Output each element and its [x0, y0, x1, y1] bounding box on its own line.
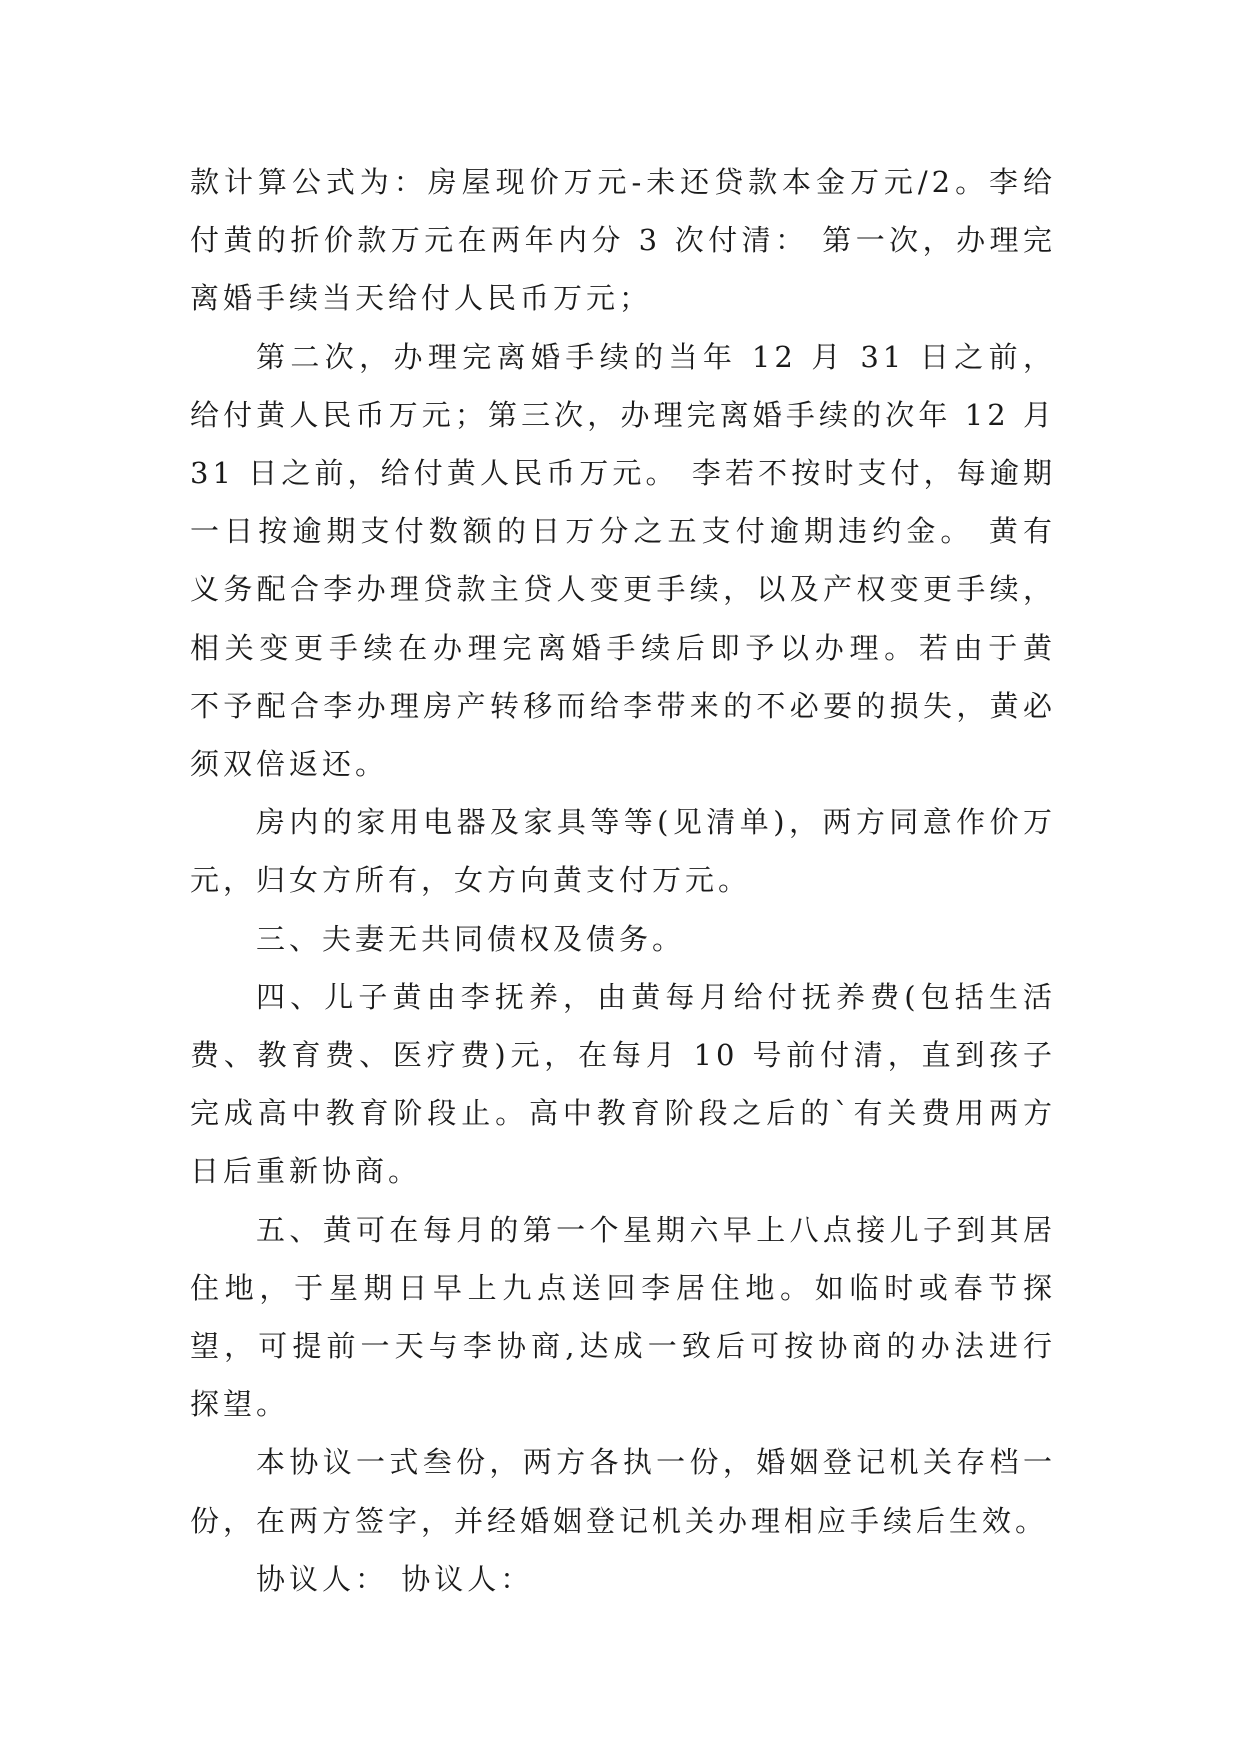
paragraph-payment-formula: 款计算公式为：房屋现价万元-未还贷款本金万元/2。李给付黄的折价款万元在两年内分 3 次付清： 第一次，办理完离婚手续当天给付人民币万元； [190, 165, 1056, 316]
paragraph-visitation: 五、黄可在每月的第一个星期六早上八点接儿子到其居住地，于星期日早上九点送回李居住地。如临时或春节探望，可提前一天与李协商,达成一致后可按协商的办法进行探望。 [190, 1212, 1056, 1422]
paragraph-signatories: 协议人： 协议人： [256, 1561, 534, 1596]
document-page [190, 153, 1056, 1608]
paragraph-debts: 三、夫妻无共同债权及债务。 [256, 921, 686, 956]
paragraph-installments: 第二次，办理完离婚手续的当年 12 月 31 日之前，给付黄人民币万元；第三次，办理完离婚手续的次年 12 月 31 日之前，给付黄人民币万元。 李若不按时支付，每逾期一日按逾期支付数额的日万分之五支付逾期违约金。 黄有义务配合李办理贷款主贷人变更手续，以及产权变更手续，相关变更手续在办理完离婚手续后即予以办理。若由于黄 不予配合李办理房产转移而给李带来的不必要的损失，黄必须双倍返还。 [190, 339, 1056, 782]
paragraph-appliances: 房内的家用电器及家具等等(见清单)，两方同意作价万元，归女方所有，女方向黄支付万元。 [190, 805, 1056, 898]
paragraph-child-custody: 四、儿子黄由李抚养，由黄每月给付抚养费(包括生活费、教育费、医疗费)元，在每月 10 号前付清，直到孩子完成高中教育阶段止。高中教育阶段之后的`有关费用两方日后重新协商。 [190, 979, 1056, 1189]
paragraph-copies: 本协议一式叁份，两方各执一份，婚姻登记机关存档一份，在两方签字，并经婚姻登记机关办理相应手续后生效。 [190, 1445, 1056, 1538]
